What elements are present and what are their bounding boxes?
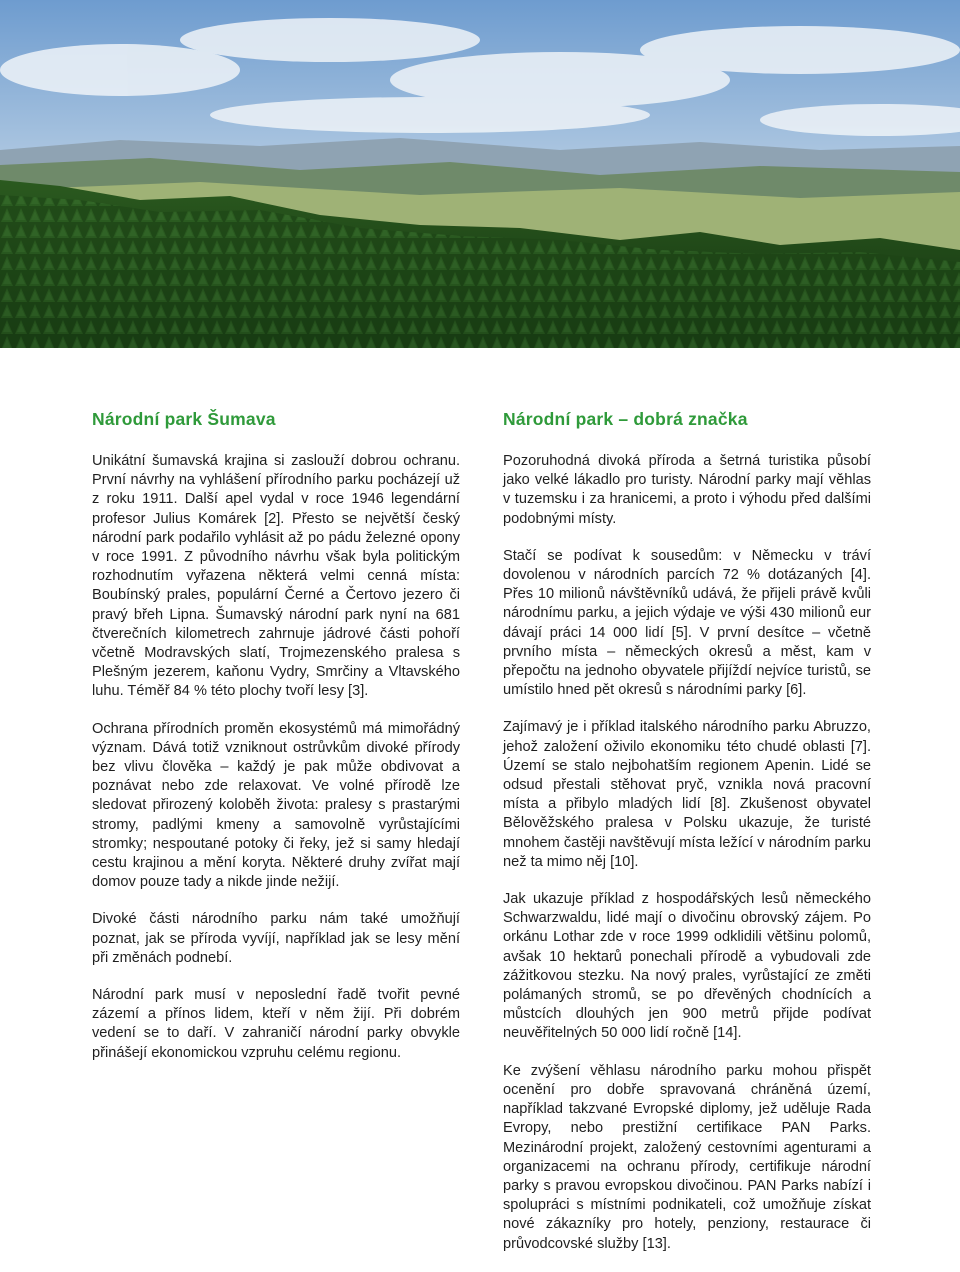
paragraph: Divoké části národního parku nám také umožňují poznat, jak se příroda vyvíjí, například jak se lesy mění při změnách podnebí. bbox=[92, 911, 460, 966]
paragraph: Unikátní šumavská krajina si zaslouží dobrou ochranu. První návrhy na vyhlášení přírodního parku pocházejí už z roku 1911. Další apel vydal v roce 1946 legendární profesor Julius Komárek [2]. Přesto se největší český národní park podařilo vyhlásit až po pádu železné opony v roce 1991. Z původního návrhu však byla politickým rozhodnutím vyřazena některá velmi cenná místa: Boubínský prales, populární Černé a Čertovo jezero či pravý břeh Lipna. Šumavský národní park nyní na 681 čtverečních kilometrech zahrnuje jádrové části pohoří včetně Modravských slatí, Trojmezenského pralesa s Plešným jezerem, kaňonu Vydry, Smrčiny a Vltavského luhu. Téměř 84 % této plochy tvoří lesy [3]. bbox=[92, 453, 460, 700]
section-heading-sumava: Národní park Šumava bbox=[92, 409, 276, 429]
forest-landscape-photo-icon bbox=[0, 0, 960, 348]
paragraph: Pozoruhodná divoká příroda a šetrná turistika působí jako velké lákadlo pro turisty. Národní parky mají věhlas v tuzemsku i za hranicemi, a proto i výhodu před dalšími podobnými místy. bbox=[503, 453, 871, 527]
paragraph: Jak ukazuje příklad z hospodářských lesů německého Schwarzwaldu, lidé mají o divočinu obrovský zájem. Po orkánu Lothar zde v roce 1999 odklidili většinu polomů, avšak 10 hektarů ponechali přírodě a vybudovali zde zážitkovou stezku. Na nový prales, vyrůstající ze změti polámaných stromů, se po dřevěných chodnících a můstcích dlouhých jen 900 metrů přijde podívat neuvěřitelných 50 000 lidí ročně [14]. bbox=[503, 891, 871, 1042]
paragraph: Ke zvýšení věhlasu národního parku mohou přispět ocenění pro dobře spravovaná chráněná území, například takzvané Evropské diplomy, jež uděluje Rada Evropy, nebo prestižní certifikace PAN Parks. Mezinárodní projekt, založený cestovními agenturami a organizacemi na ochranu přírody, certifikuje národní parky s pravou evropskou divočinou. PAN Parks nabízí i spolupráci s místními podnikateli, což umožňuje získat nové zákazníky pro hotely, penziony, restaurace či průvodcovské služby [13]. bbox=[503, 1062, 871, 1252]
paragraph: Národní park musí v neposlední řadě tvořit pevné zázemí a přínos lidem, kteří v něm žijí. Při dobrém vedení se to daří. V zahraničí národní parky obvykle přinášejí ekonomickou vzpruhu celému regionu. bbox=[92, 987, 460, 1061]
left-column bbox=[92, 408, 460, 1081]
paragraph: Zajímavý je i příklad italského národního parku Abruzzo, jehož založení oživilo ekonomiku této chudé oblasti [7]. Území se stalo nejbohatším regionem Apenin. Lidé se odsud přestali stěhovat pryč, vznikla nová pracovní místa a přibylo mladých lidí [8]. Zkušenost obyvatel Bělověžského pralesa v Polsku ukazuje, že turisté mnohem častěji navštěvují místa ležící v národním parku než ta mimo něj [10]. bbox=[503, 719, 871, 870]
paragraph: Stačí se podívat k sousedům: v Německu v tráví dovolenou v národních parcích 72 % dotázaných [4]. Přes 10 milionů návštěvníků udává, že přijeli právě kvůli národnímu parku, a jejich výdaje ve výši 430 milionů eur dávají práci 14 000 lidí [5]. V první desítce – včetně prvního místa – německých okresů a měst, kam v přepočtu na jednoho obyvatele přijíždí nejvíce turistů, se umístilo hned pět okresů s národními parky [6]. bbox=[503, 547, 871, 699]
paragraph: Ochrana přírodních proměn ekosystémů má mimořádný význam. Dává totiž vzniknout ostrůvkům divoké přírody bez vlivu člověka – každý je pak může obdivovat a poznávat nebo zde relaxovat. Ve volné přírodě lze sledovat přirozený koloběh života: pralesy s prastarými stromy, padlými kmeny a samovolně vyrůstajícími stromky; nespoutané potoky či řeky, jež si samy hledají cestu krajinou a mění koryta. Některé druhy zvířat mají domov pouze tady a nikde jinde nežijí. bbox=[92, 720, 460, 891]
right-column bbox=[503, 408, 871, 1272]
header-forest-photo bbox=[0, 0, 960, 348]
section-heading-dobra-znacka: Národní park – dobrá značka bbox=[503, 409, 748, 429]
